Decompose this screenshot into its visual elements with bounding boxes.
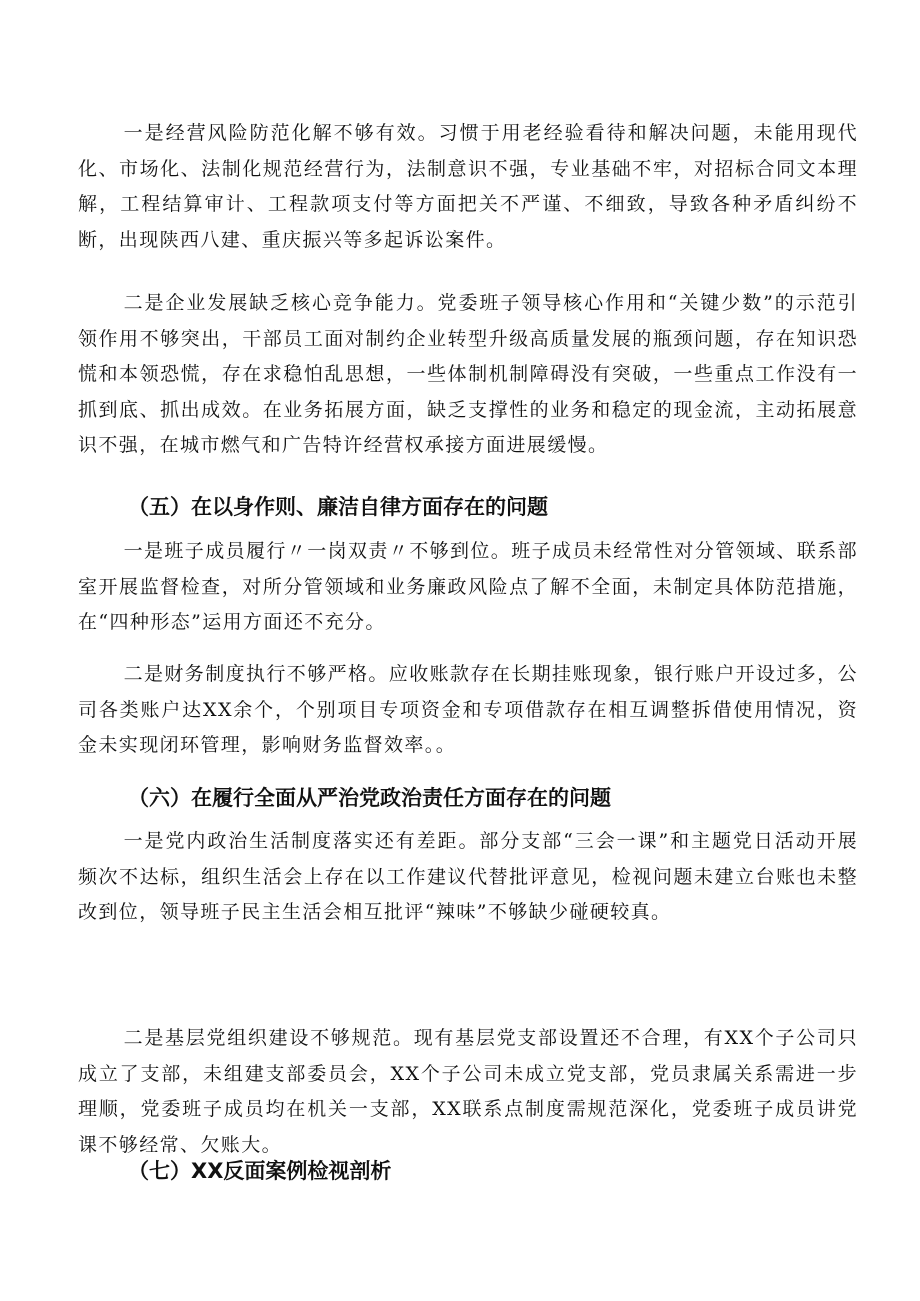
paragraph-party-life: 一是党内政治生活制度落实还有差距。部分支部“三会一课”和主题党日活动开展频次不达标，组织生活会上存在以工作建议代替批评意见，检视问题未建立台账也未整改到位，领导班子民主生活会相互批评“辣味”不够缺少碰硬较真。	[78, 830, 858, 923]
paragraph-dual-responsibility: 一是班子成员履行〃一岗双责〃不够到位。班子成员未经常性对分管领域、联系部室开展监督检查，对所分管领域和业务廉政风险点了解不全面，未制定具体防范措施，在“四种形态”运用方面还不充分。	[78, 540, 858, 633]
paragraph-grassroots-organization: 二是基层党组织建设不够规范。现有基层党支部设置还不合理，有XX个子公司只成立了支部，未组建支部委员会，XX个子公司未成立党支部，党员隶属关系需进一步理顺，党委班子成员均在机关一支部，XX联系点制度需规范深化，党委班子成员讲党课不够经常、欠账大。	[78, 1027, 858, 1156]
section-heading-7: （七）XX反面案例检视剖析	[128, 1159, 392, 1183]
paragraph-financial-system: 二是财务制度执行不够严格。应收账款存在长期挂账现象，银行账户开设过多，公司各类账户达XX余个，个别项目专项资金和专项借款存在相互调整拆借使用情况，资金未实现闭环管理，影响财务监督效率。。	[78, 663, 858, 756]
section-heading-5: （五）在以身作则、廉洁自律方面存在的问题	[128, 495, 548, 519]
section-heading-6: （六）在履行全面从严治党政治责任方面存在的问题	[128, 786, 611, 810]
paragraph-business-risk: 一是经营风险防范化解不够有效。习惯于用老经验看待和解决问题，未能用现代化、市场化、法制化规范经营行为，法制意识不强，专业基础不牢，对招标合同文本理解，工程结算审计、工程款项支付等方面把关不严谨、不细致，导致各种矛盾纠纷不断，出现陕西八建、重庆振兴等多起诉讼案件。	[78, 122, 858, 251]
paragraph-core-competitiveness: 二是企业发展缺乏核心竞争能力。党委班子领导核心作用和“关键少数”的示范引领作用不够突出，干部员工面对制约企业转型升级高质量发展的瓶颈问题，存在知识恐慌和本领恐慌，存在求稳怕乱思想，一些体制机制障碍没有突破，一些重点工作没有一抓到底、抓出成效。在业务拓展方面，缺乏支撑性的业务和稳定的现金流，主动拓展意识不强，在城市燃气和广告特许经营权承接方面进展缓慢。	[78, 292, 858, 456]
